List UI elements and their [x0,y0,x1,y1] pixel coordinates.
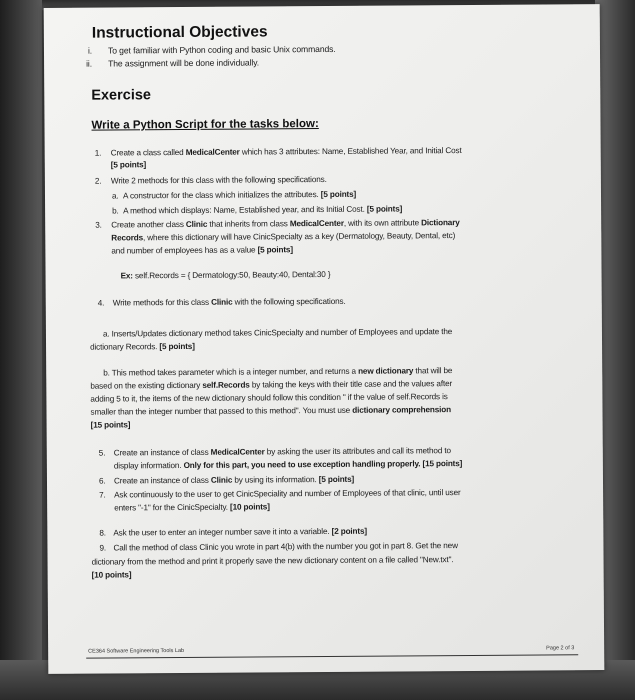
task-3-line-3-text: and number of employees has as a value [111,245,258,256]
example-label: Ex: [120,271,133,281]
objective-marker-1: i. [87,45,93,56]
task-6-line [114,475,354,486]
task-2a-line [123,190,356,201]
task-4b-line-1-post: that will be [413,366,453,376]
background-shadow-left [0,0,42,700]
task-8-text: Ask the user to enter an integer number save it into a variable. [113,526,332,538]
task-4b-line-3: adding 5 to it, the items of the new dictionary should follow this condition " if the value of self.Records is [90,392,448,404]
task-2-text: Write 2 methods for this class with the following specifications. [110,174,327,186]
task-4a-line-2 [90,342,195,352]
task-1-bold: MedicalCenter [185,147,240,157]
objective-text-1: To get familiar with Python coding and basic Unix commands. [107,43,336,56]
task-4b-line-1 [103,366,452,377]
task-4b-line-1-bold: new dictionary [358,366,414,376]
task-7-line-2-text: enters "-1" for the CinicSpecialty. [114,502,231,513]
task-9-line-1: Call the method of class Clinic you wrote in part 4(b) with the number you got in part 8. Get the new [113,541,458,553]
task-7-number: 7. [99,490,106,500]
task-6-pre: Create an instance of class [113,475,211,486]
task-4-pre: Write methods for this class [112,297,212,308]
exercise-subtitle: Write a Python Script for the tasks below: [91,118,319,132]
task-9-points: [10 points] [91,570,132,580]
task-7-line-2 [114,502,270,512]
task-6-number: 6. [98,476,106,486]
task-3-number: 3. [95,220,102,230]
example-line [121,270,331,280]
task-4a-points: [5 points] [159,341,195,352]
task-4b-line-4-pre: smaller than the integer number that passed to this method". You must use [90,405,353,417]
paper-sheet [44,4,605,674]
task-4b-line-2-bold: self.Records [202,380,250,390]
task-8-number: 8. [99,528,106,538]
task-4b-points: [15 points] [90,420,131,430]
task-3-post: , with its own attribute [343,218,422,228]
task-4-bold: Clinic [211,297,233,307]
task-5-line-2-bold: Only for this part, you need to use exception handling properly. [15 points] [183,459,463,470]
task-4b-line-1-pre: b. This method takes parameter which is a integer number, and returns a [103,366,359,378]
task-1-text-pre: Create a class called [110,147,186,158]
task-3-bold-dictionary: Dictionary [421,218,460,228]
task-5-bold: MedicalCenter [210,447,265,457]
objective-text-2: The assignment will be done individually. [108,57,260,69]
task-3-points: [5 points] [257,245,293,255]
footer-page-number: Page 2 of 3 [546,645,575,652]
task-2b-text: A method which displays: Name, Established year, and its Initial Cost. [123,204,367,216]
task-1-text-post: which has 3 attributes: Name, Established Year, and Initial Cost [239,146,462,157]
task-8-line [113,527,367,538]
task-5-line-2 [114,459,462,470]
task-2b-line [123,204,402,215]
task-3-pre: Create another class [111,219,186,230]
task-4b-line-2-pre: based on the existing dictionary [90,380,203,391]
objectives-title: Instructional Objectives [91,23,268,42]
task-6-post: by using its information. [232,475,319,485]
task-2a-text: A constructor for the class which initializes the attributes. [122,190,321,201]
task-3-line-2 [111,231,455,242]
task-3-line-3 [111,245,293,255]
task-8-points: [2 points] [331,526,367,536]
footer-rule [86,654,578,658]
task-4b-line-4-bold: dictionary comprehension [352,405,451,415]
task-3-line-1 [111,218,460,229]
task-1-number: 1. [94,148,102,158]
task-3-bold-medicalcenter: MedicalCenter [289,218,344,229]
example-code: self.Records = { Dermatology:50, Beauty:40, Dental:30 } [132,269,331,281]
task-4b-line-2 [90,379,452,391]
task-9-line-2: dictionary from the method and print it properly save the new dictionary content on a file called "New.txt". [91,555,454,567]
task-7-points: [10 points] [229,502,270,512]
task-2b-letter: b. [112,206,119,216]
task-2-number: 2. [94,176,102,186]
task-2a-points: [5 points] [320,189,357,200]
task-4a-line-1: a. Inserts/Updates dictionary method takes CinicSpecialty and number of Employees and update the [102,327,453,339]
task-6-points: [5 points] [318,474,355,485]
task-3-mid: that inherits from class [207,219,290,229]
task-5-number: 5. [98,448,106,458]
task-1-points: [5 points] [110,160,147,170]
document-content [44,4,605,674]
task-9-number: 9. [99,543,107,553]
task-3-bold-records: Records [111,233,144,243]
task-5-line-2-text: display information. [113,460,184,471]
task-4a-line-2-text: dictionary Records. [90,342,160,352]
task-2a-letter: a. [111,191,119,201]
task-7-line-1: Ask continuously to the user to get CinicSpeciality and number of Employees of that clinic, until user [114,488,461,500]
task-3-line-2-text: , where this dictionary will have CinicSpecialty as a key (Dermatology, Beauty, Dental, etc) [142,231,456,243]
footer-course: CE364 Software Engineering Tools Lab [88,647,185,655]
task-3-bold-clinic: Clinic [185,219,208,229]
task-5-post: by asking the user its attributes and call its method to [264,446,451,457]
exercise-title: Exercise [91,87,152,104]
task-4-line [113,297,346,308]
task-4-number: 4. [97,298,105,308]
task-4b-line-2-post: by taking the keys with their title case and the values after [249,379,453,390]
task-6-bold: Clinic [210,475,233,485]
task-1-line-1 [111,146,462,157]
task-4-post: with the following specifications. [232,296,346,307]
task-2b-points: [5 points] [366,204,403,214]
objective-marker-2: ii. [86,58,93,69]
task-5-pre: Create an instance of class [113,447,211,458]
task-5-line-1 [114,446,451,457]
task-4b-line-4 [90,405,451,417]
